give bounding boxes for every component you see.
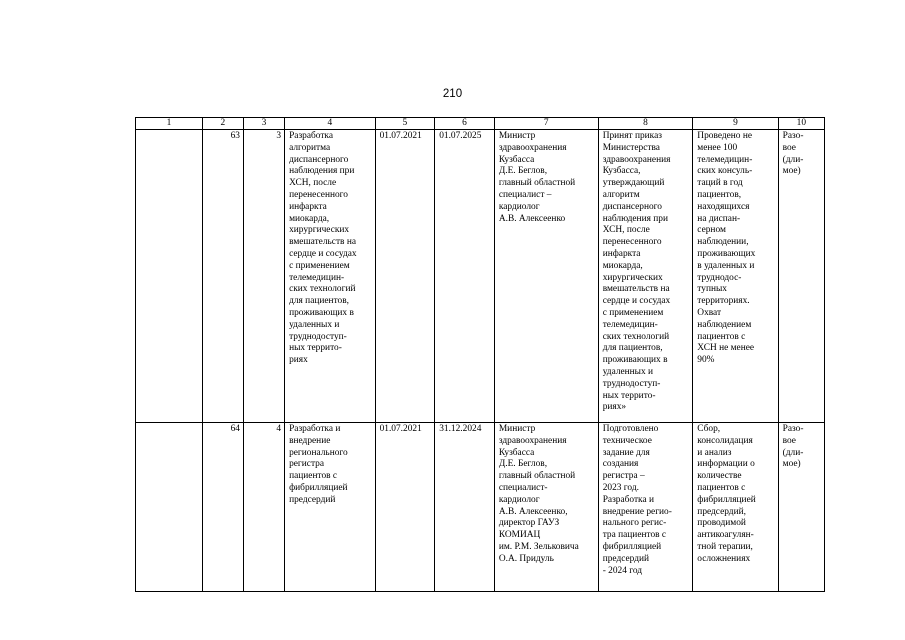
cell-line: наблюдения при	[289, 166, 355, 177]
cell-line: мое)	[782, 459, 801, 470]
header-cell: 10	[778, 118, 824, 130]
cell-line: риях»	[602, 402, 627, 413]
cell-line: утверждающий	[602, 178, 665, 189]
cell-line: фибрилляцией	[289, 482, 348, 493]
cell-line: внедрение регио-	[602, 506, 672, 517]
cell-line: Проведено не	[697, 131, 753, 141]
cell-line: здравоохранения	[498, 435, 567, 446]
col1-cell	[136, 130, 203, 423]
cell-line: телемедицин-	[602, 319, 658, 330]
cell-line: труднодоступ-	[289, 331, 347, 342]
cell-line: на диспан-	[697, 213, 741, 224]
cell-line: задание для	[602, 447, 650, 458]
item-number-cell: 3	[243, 130, 284, 423]
cell-line: наблюдении,	[697, 237, 749, 248]
plan-table	[135, 117, 825, 592]
header-cell: 2	[202, 118, 243, 130]
cell-line: для пациентов,	[289, 296, 350, 307]
measure-cell	[285, 423, 375, 592]
cell-line: кардиолог	[498, 201, 540, 212]
cell-line: Разработка и	[289, 424, 341, 434]
cell-line: Разработка и	[602, 494, 654, 505]
cell-line: наблюдением	[697, 319, 752, 330]
end-date-cell: 01.07.2025	[435, 130, 495, 423]
cell-line: антикоагулян-	[697, 530, 754, 541]
cell-line: Охват	[697, 307, 722, 318]
cell-line: консолидация	[697, 435, 753, 446]
responsible-cell	[494, 423, 598, 592]
header-cell: 1	[136, 118, 203, 130]
col1-cell	[136, 423, 203, 592]
cell-line: перенесенного	[289, 189, 348, 200]
cell-line: здравоохранения	[602, 154, 671, 165]
cell-line: миокарда,	[602, 260, 643, 271]
cell-line: внедрение	[289, 435, 331, 446]
cell-line: информации о	[697, 459, 755, 470]
cell-line: и анализ	[697, 447, 732, 458]
cell-line: КОМИАЦ	[498, 530, 541, 541]
header-cell: 5	[375, 118, 435, 130]
cell-line: перенесенного	[602, 237, 662, 248]
cell-line: территориях.	[697, 296, 750, 307]
header-cell: 4	[285, 118, 375, 130]
cell-line: ских технологий	[289, 284, 356, 295]
cell-line: 90%	[697, 355, 715, 366]
cell-line: Министр	[498, 131, 536, 141]
cell-line: Сбор,	[697, 424, 721, 434]
header-row	[136, 118, 825, 130]
cell-line: Разо-	[782, 131, 804, 141]
cell-line: мое)	[782, 166, 801, 177]
cell-line: вое	[782, 435, 796, 446]
cell-line: диспансерного	[289, 154, 349, 165]
cell-line: А.В. Алексеенко,	[498, 506, 568, 517]
cell-line: наблюдения при	[602, 213, 668, 224]
cell-line: вмешательств на	[289, 237, 356, 248]
cell-line: менее 100	[697, 142, 738, 153]
cell-line: телемедицин-	[697, 154, 753, 165]
cell-line: вмешательств на	[602, 284, 670, 295]
cell-line: Кузбасса,	[602, 166, 641, 177]
cell-line: хирургических	[602, 272, 663, 283]
cell-line: главный областной	[498, 471, 576, 482]
cell-line: (дли-	[782, 154, 804, 165]
row-number-cell: 63	[202, 130, 243, 423]
cell-line: риях	[289, 355, 308, 366]
cell-line: проживающих	[697, 248, 756, 259]
cell-line: фибрилляцией	[602, 541, 662, 552]
cell-line: создания	[602, 459, 639, 470]
cell-line: регистра –	[602, 471, 645, 482]
cell-line: главный областной	[498, 178, 576, 189]
cell-line: для пациентов,	[602, 343, 663, 354]
cell-line: ных террито-	[602, 390, 656, 401]
indicator-cell	[693, 423, 778, 592]
table-row	[136, 423, 825, 592]
cell-line: с применением	[602, 307, 664, 318]
cell-line: специалист-	[498, 482, 548, 493]
cell-line: Министерства	[602, 142, 660, 153]
cell-line: О.А. Придуль	[498, 553, 554, 564]
cell-line: телемедицин-	[289, 272, 345, 283]
cell-line: диспансерного	[602, 201, 662, 212]
cell-line: (дли-	[782, 447, 804, 458]
cell-line: с применением	[289, 260, 350, 271]
cell-line: серном	[697, 225, 726, 236]
cell-line: тной терапии,	[697, 541, 753, 552]
type-cell	[778, 423, 824, 592]
cell-line: количестве	[697, 471, 742, 482]
cell-line: предсердий	[602, 553, 650, 564]
cell-line: пациентов,	[697, 189, 742, 200]
cell-line: тра пациентов с	[602, 530, 667, 541]
cell-line: кардиолог	[498, 494, 540, 505]
cell-line: ХСН не менее	[697, 343, 755, 354]
header-cell: 8	[598, 118, 693, 130]
header-cell: 3	[243, 118, 284, 130]
cell-line: Кузбасса	[498, 154, 535, 165]
cell-line: регистра	[289, 459, 325, 470]
cell-line: находящихся	[697, 201, 750, 212]
cell-line: тупных	[697, 284, 727, 295]
cell-line: им. Р.М. Зельковича	[498, 541, 579, 552]
cell-line: алгоритма	[289, 142, 331, 153]
cell-line: ХСН, после	[289, 178, 337, 189]
cell-line: миокарда,	[289, 213, 330, 224]
cell-line: 2023 год.	[602, 482, 639, 493]
start-date-cell: 01.07.2021	[375, 423, 435, 592]
cell-line: пациентов с	[289, 471, 338, 482]
cell-line: труднодос-	[697, 272, 742, 283]
cell-line: вое	[782, 142, 796, 153]
cell-line: инфаркта	[602, 248, 641, 259]
cell-line: пациентов с	[697, 482, 746, 493]
header-cell: 7	[494, 118, 598, 130]
cell-line: удаленных и	[602, 366, 654, 377]
cell-line: здравоохранения	[498, 142, 567, 153]
cell-line: проживающих в	[289, 307, 354, 318]
responsible-cell	[494, 130, 598, 423]
result-cell	[598, 423, 693, 592]
page-number: 210	[442, 88, 463, 100]
cell-line: в удаленных и	[697, 260, 755, 271]
cell-line: Принят приказ	[602, 131, 662, 141]
cell-line: труднодоступ-	[602, 378, 661, 389]
cell-line: нального регис-	[602, 518, 667, 529]
cell-line: фибрилляцией	[697, 494, 756, 505]
cell-line: таций в год	[697, 178, 743, 189]
cell-line: Д.Е. Беглов,	[498, 459, 548, 470]
indicator-cell	[693, 130, 778, 423]
cell-line: алгоритм	[602, 189, 640, 200]
end-date-cell: 31.12.2024	[435, 423, 495, 592]
cell-line: удаленных и	[289, 319, 340, 330]
row-number-cell: 64	[202, 423, 243, 592]
cell-line: сердце и сосудах	[289, 248, 357, 259]
cell-line: регионального	[289, 447, 348, 458]
cell-line: проживающих в	[602, 355, 668, 366]
measure-cell	[285, 130, 375, 423]
cell-line: пациентов с	[697, 331, 746, 342]
cell-line: - 2024 год	[602, 565, 643, 576]
result-cell	[598, 130, 693, 423]
cell-line: Кузбасса	[498, 447, 535, 458]
cell-line: Подготовлено	[602, 424, 659, 434]
table-row	[136, 130, 825, 423]
cell-line: инфаркта	[289, 201, 327, 212]
cell-line: ХСН, после	[602, 225, 650, 236]
cell-line: проводимой	[697, 518, 746, 529]
cell-line: Разо-	[782, 424, 804, 434]
cell-line: Разработка	[289, 131, 334, 141]
cell-line: специалист –	[498, 189, 552, 200]
start-date-cell: 01.07.2021	[375, 130, 435, 423]
cell-line: ских консуль-	[697, 166, 753, 177]
cell-line: сердце и сосудах	[602, 296, 671, 307]
cell-line: Д.Е. Беглов,	[498, 166, 548, 177]
cell-line: предсердий	[289, 494, 336, 505]
cell-line: директор ГАУЗ	[498, 518, 560, 529]
cell-line: ных террито-	[289, 343, 342, 354]
cell-line: Министр	[498, 424, 536, 434]
cell-line: техническое	[602, 435, 652, 446]
cell-line: осложнениях	[697, 553, 751, 564]
cell-line: А.В. Алексеенко	[498, 213, 566, 224]
cell-line: хирургических	[289, 225, 350, 236]
header-cell: 9	[693, 118, 778, 130]
cell-line: предсердий,	[697, 506, 746, 517]
cell-line: ских технологий	[602, 331, 670, 342]
header-cell: 6	[435, 118, 495, 130]
type-cell	[778, 130, 824, 423]
item-number-cell: 4	[243, 423, 284, 592]
